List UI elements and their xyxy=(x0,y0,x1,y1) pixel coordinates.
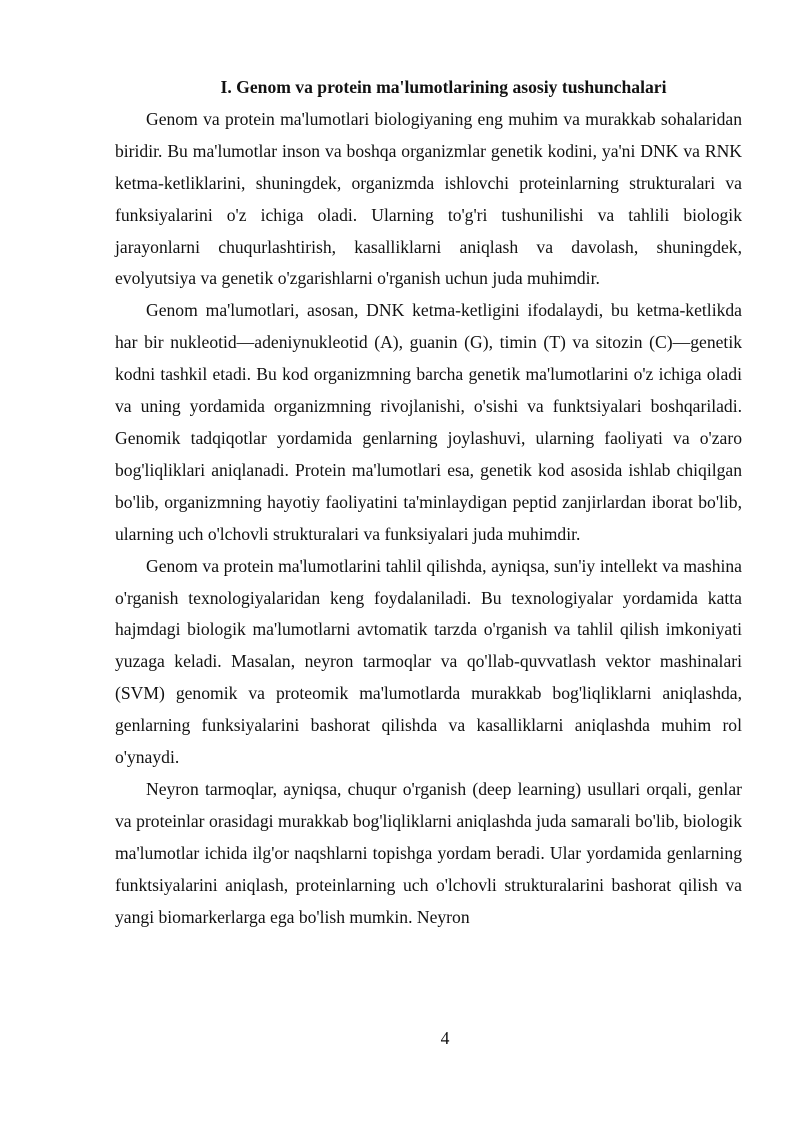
paragraph-1: Genom va protein ma'lumotlari biologiyaning eng muhim va murakkab sohalaridan biridir. Bu ma'lumotlar inson va boshqa organizmlar genetik kodini, ya'ni DNK va RNK ketma-ketliklarini, shuningdek, organizmda ishlovchi proteinlarning strukturalari va funksiyalarini o'z ichiga oladi. Ularning to'g'ri tushunilishi va tahlili biologik jarayonlarni chuqurlashtirish, kasalliklarni aniqlash va davolash, shuningdek, evolyutsiya va genetik o'zgarishlarni o'rganish uchun juda muhimdir. xyxy=(115,108,742,289)
paragraph-4: Neyron tarmoqlar, ayniqsa, chuqur o'rganish (deep learning) usullari orqali, genlar va proteinlar orasidagi murakkab bog'liqliklarni aniqlashda juda samarali bo'lib, biologik ma'lumotlar ichida ilg'or naqshlarni topishga yordam beradi. Ular yordamida genlarning funktsiyalarini aniqlash, proteinlarning uch o'lchovli strukturalarini bashorat qilish va yangi biomarkerlarga ega bo'lish mumkin. Neyron xyxy=(115,778,742,927)
page-number: 4 xyxy=(440,1028,450,1048)
page-content xyxy=(115,72,742,933)
paragraph-2: Genom ma'lumotlari, asosan, DNK ketma-ketligini ifodalaydi, bu ketma-ketlikda har bir nukleotid—adeniynukleotid (A), guanin (G), timin (T) va sitozin (C)—genetik kodni tashkil etadi. Bu kod organizmning barcha genetik ma'lumotlarini o'z ichiga oladi va uning yordamida organizmning rivojlanishi, o'sishi va funktsiyalari boshqariladi. Genomik tadqiqotlar yordamida genlarning joylashuvi, ularning faoliyati va o'zaro bog'liqliklari aniqlanadi. Protein ma'lumotlari esa, genetik kod asosida ishlab chiqilgan bo'lib, organizmning hayotiy faoliyatini ta'minlaydigan peptid zanjirlardan iborat bo'lib, ularning uch o'lchovli strukturalari va funksiyalari juda muhimdir. xyxy=(115,300,742,544)
section-heading: I. Genom va protein ma'lumotlarining asosiy tushunchalari xyxy=(220,77,667,97)
paragraph-3: Genom va protein ma'lumotlarini tahlil qilishda, ayniqsa, sun'iy intellekt va mashina o'rganish texnologiyalaridan keng foydalaniladi. Bu texnologiyalar yordamida katta hajmdagi biologik ma'lumotlarni avtomatik tarzda o'rganish va tahlil qilish imkoniyati yuzaga keladi. Masalan, neyron tarmoqlar va qo'llab-quvvatlash vektor mashinalari (SVM) genomik va proteomik ma'lumotlarda murakkab bog'liqliklarni aniqlashda, genlarning funksiyalarini bashorat qilishda va kasalliklarni aniqlashda muhim rol o'ynaydi. xyxy=(115,555,742,768)
